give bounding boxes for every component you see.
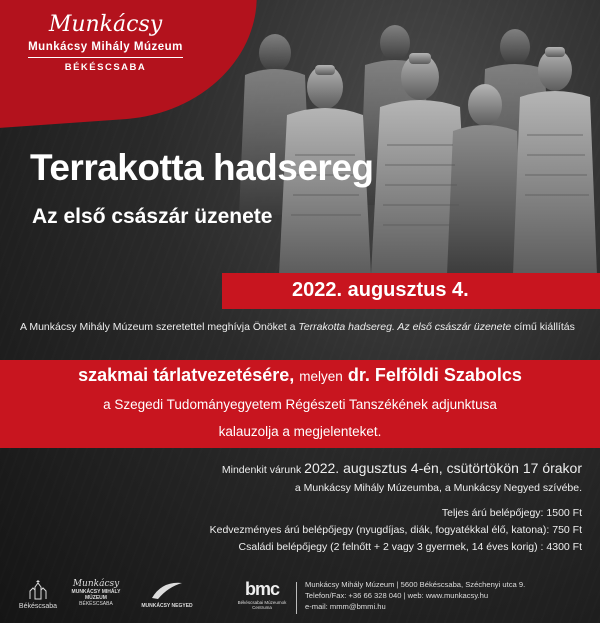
guide-affiliation: a Szegedi Tudományegyetem Régészeti Tanszékének adjunktusa [103, 397, 497, 412]
logo-signature: Munkácsy [48, 12, 163, 37]
bekescsaba-logo [18, 579, 58, 610]
bmc-sub: Békéscsabai Múzeumok Centruma [237, 600, 287, 610]
guide-person: dr. Felföldi Szabolcs [347, 365, 522, 385]
footer-museum-script: Munkácsy [72, 579, 120, 589]
price-family: Családi belépőjegy (2 felnőtt + 2 vagy 3 gyermek, 14 éves korig) : 4300 Ft [238, 541, 582, 553]
contact-info [305, 579, 525, 612]
guide-connector: melyen [299, 369, 343, 384]
when-prefix: Mindenkit várunk [221, 464, 302, 476]
guide-headline [0, 365, 600, 386]
exhibition-subtitle: Az első császár üzenete [32, 205, 273, 228]
invite-exhibition: Terrakotta hadsereg. Az első császár üzenete [298, 321, 512, 333]
logo-divider [28, 57, 183, 58]
footer-museum-logo [65, 579, 127, 607]
contact-address: Munkácsy Mihály Múzeum | 5600 Békéscsaba, Széchenyi utca 9. [305, 580, 526, 589]
when-place: a Munkácsy Mihály Múzeumba, a Munkácsy Negyed szívébe. [294, 482, 582, 494]
exhibition-title: Terrakotta hadsereg [30, 147, 374, 188]
invite-suffix: című kiállítás [514, 321, 575, 333]
footer-divider [296, 582, 297, 614]
terracotta-warriors-image [215, 15, 600, 275]
bmc-mark: bmc [244, 579, 279, 599]
bekescsaba-label: Békéscsaba [18, 603, 58, 610]
price-full: Teljes árú belépőjegy: 1500 Ft [441, 507, 582, 519]
brush-icon [150, 579, 184, 601]
church-icon [27, 579, 49, 601]
contact-email: e-mail: mmm@bmmi.hu [305, 602, 386, 611]
event-time-place [22, 459, 582, 497]
guide-closing: kalauzolja a megjelenteket. [218, 424, 382, 439]
museum-logo [18, 12, 193, 73]
contact-phone-web: Telefon/Fax: +36 66 328 040 | web: www.munkacsy.hu [305, 591, 489, 600]
logo-museum-name: Munkácsy Mihály Múzeum [28, 41, 183, 53]
event-date: 2022. augusztus 4. [292, 279, 469, 301]
negyed-logo [132, 579, 202, 609]
ticket-prices [22, 505, 582, 556]
logo-city: BÉKÉSCSABA [64, 62, 147, 73]
footer-museum-city: BÉKÉSCSABA [79, 601, 113, 607]
bmc-logo [233, 579, 291, 610]
negyed-label: MUNKÁCSY NEGYED [141, 603, 193, 609]
when-datetime: 2022. augusztus 4-én, csütörtökön 17 órakor [304, 460, 582, 476]
invitation-text [20, 320, 580, 335]
footer-museum-name: MUNKÁCSY MIHÁLY MÚZEUM [71, 589, 121, 601]
invite-prefix: A Munkácsy Mihály Múzeum szeretettel meghívja Önöket a [20, 321, 296, 333]
guide-event: szakmai tárlatvezetésére, [78, 365, 295, 385]
price-reduced: Kedvezményes árú belépőjegy (nyugdíjas, diák, fogyatékkal élő, katona): 750 Ft [209, 524, 582, 536]
